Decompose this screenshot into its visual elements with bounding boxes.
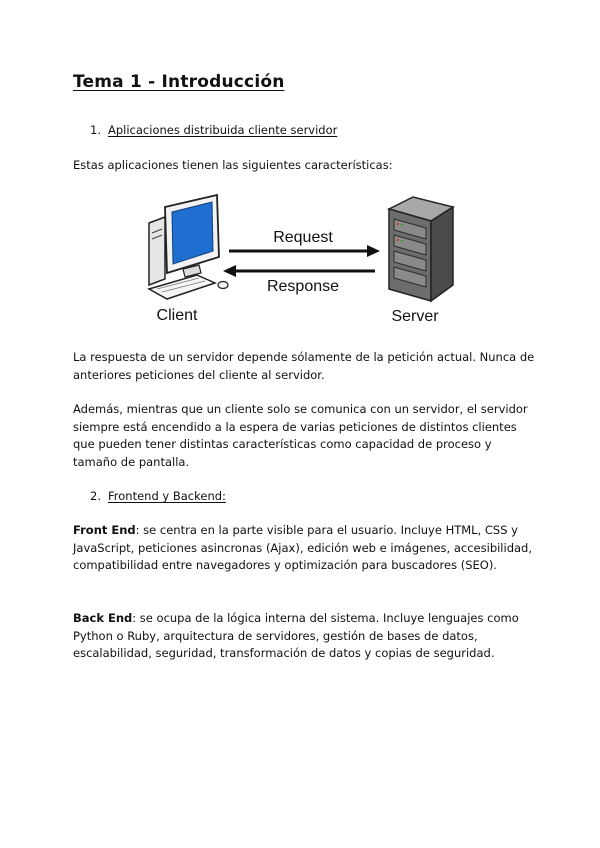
server-label: Server bbox=[391, 308, 439, 325]
intro-paragraph: Estas aplicaciones tienen las siguientes características: bbox=[73, 158, 393, 172]
paragraph-server: Además, mientras que un cliente solo se comunica con un servidor, el servidor siempre está encendido a la espera de varias peticiones de distintos clientes que pueden tener distintas características como capacidad de proceso y tamaño de pantalla. bbox=[73, 402, 528, 469]
backend-term: Back End bbox=[73, 611, 133, 625]
section-number: 2. bbox=[90, 489, 101, 503]
section-number: 1. bbox=[90, 123, 101, 137]
request-arrow bbox=[229, 245, 380, 257]
client-server-diagram bbox=[143, 193, 463, 329]
backend-text: : se ocupa de la lógica interna del sistema. Incluye lenguajes como Python o Ruby, arquitectura de servidores, gestión de bases de datos, escalabilidad, seguridad, transformación de datos y copias de seguridad. bbox=[73, 611, 519, 660]
section-title: Aplicaciones distribuida cliente servidor bbox=[108, 123, 338, 137]
response-arrow bbox=[223, 265, 375, 277]
section-title: Frontend y Backend: bbox=[108, 489, 226, 503]
server-icon bbox=[389, 197, 453, 301]
response-label: Response bbox=[266, 278, 340, 295]
paragraph-stateless: La respuesta de un servidor depende sólamente de la petición actual. Nunca de anteriores peticiones del cliente al servidor. bbox=[73, 350, 535, 382]
backend-paragraph bbox=[73, 610, 535, 663]
client-label: Client bbox=[156, 307, 198, 324]
frontend-text: : se centra en la parte visible para el usuario. Incluye HTML, CSS y JavaScript, peticiones asincronas (Ajax), edición web e imágenes, accesibilidad, compatibilidad entre navegadores y optimización para buscadores (SEO). bbox=[73, 523, 533, 572]
client-computer-icon bbox=[149, 195, 228, 299]
frontend-paragraph bbox=[73, 522, 535, 575]
section-heading-1 bbox=[90, 123, 337, 137]
frontend-term: Front End bbox=[73, 523, 136, 537]
request-label: Request bbox=[273, 229, 333, 246]
page-title: Tema 1 - Introducción bbox=[73, 72, 285, 92]
section-heading-2 bbox=[90, 489, 226, 503]
